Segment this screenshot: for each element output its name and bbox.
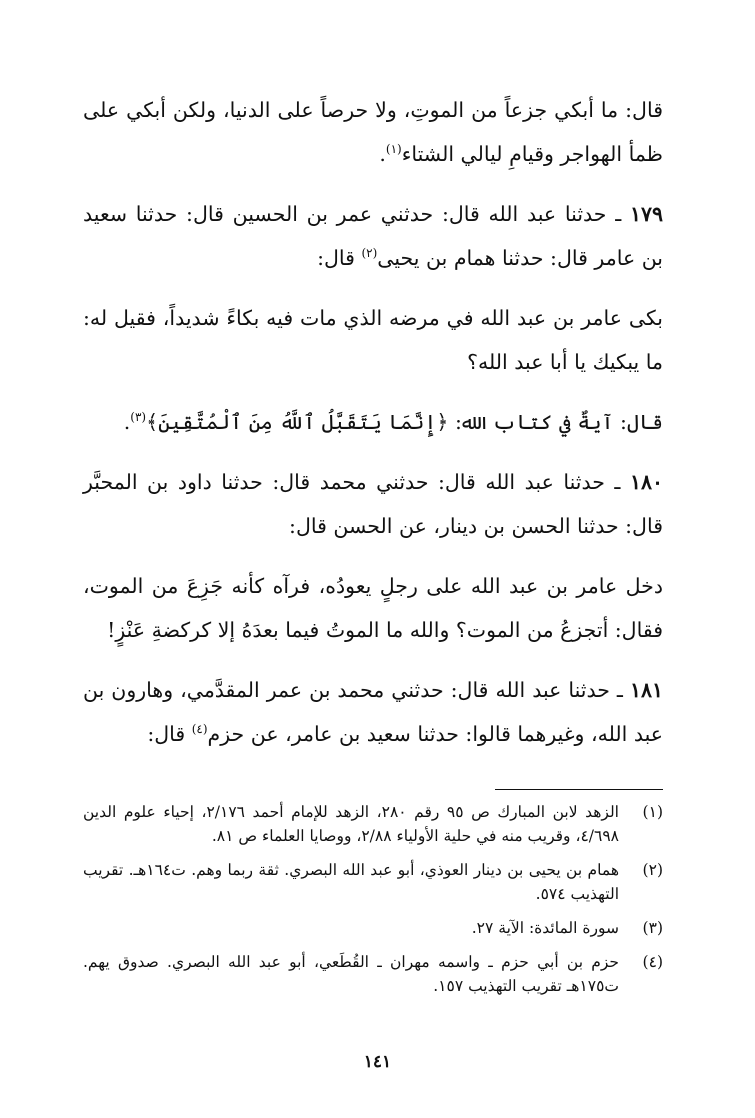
- footnote-text: سورة المائدة: الآية ٢٧.: [471, 919, 619, 937]
- footnotes: [83, 800, 663, 1008]
- footnote-ref: (٤): [191, 722, 208, 737]
- footnote-number: (٢): [642, 861, 663, 879]
- paragraph-1: [83, 88, 663, 176]
- footnote-text: الزهد لابن المبارك ص ٩٥ رقم ٢٨٠، الزهد للإمام أحمد ٢/١٧٦، إحياء علوم الدين ٤/٦٩٨، وقريب منه في حلية الأولياء ٢/٨٨، ووصايا العلماء ص ٨١.: [83, 803, 619, 845]
- paragraph-text: دخل عامر بن عبد الله على رجلٍ يعودُه، فرآه كأنه جَزِعَ من الموت، فقال: أتجزعُ من الموت؟ والله ما الموتُ فيما بعدَهُ إلا كركضةِ عَنْزٍ!: [83, 574, 663, 642]
- paragraph-6: [83, 564, 663, 652]
- paragraph-3: [83, 296, 663, 384]
- paragraph-5: [83, 460, 663, 548]
- paragraph-7: [83, 668, 663, 756]
- footnote-ref: (١): [385, 142, 402, 157]
- paragraph-text: ـ حدثنا عبد الله قال: حدثني عمر بن الحسين قال: حدثنا سعيد بن عامر قال: حدثنا همام بن يحيى: [83, 202, 663, 270]
- paragraph-tail: قال:: [317, 246, 362, 270]
- paragraph-2: [83, 192, 663, 280]
- footnote-number: (١): [642, 803, 663, 821]
- paragraph-tail: قال:: [147, 722, 192, 746]
- paragraph-text: قال: آيةٌ في كتاب الله:: [448, 410, 663, 434]
- footnote-number: (٤): [642, 953, 663, 971]
- paragraph-tail: .: [123, 410, 131, 434]
- footnote-ref: (٢): [361, 246, 378, 261]
- footnote-text: حزم بن أبي حزم ـ واسمه مهران ـ القُطَعي، أبو عبد الله البصري. صدوق يهم. ت١٧٥هـ تقريب التهذيب ١٥٧.: [83, 953, 619, 995]
- footnote-2: [83, 858, 663, 906]
- paragraph-text: بكى عامر بن عبد الله في مرضه الذي مات فيه بكاءً شديداً، فقيل له: ما يبكيك يا أبا عبد الله؟: [83, 306, 663, 374]
- footnote-number: (٣): [642, 919, 663, 937]
- paragraph-text: ـ حدثنا عبد الله قال: حدثني محمد بن عمر المقدَّمي، وهارون بن عبد الله، وغيرهما قالوا: حدثنا سعيد بن عامر، عن حزم: [83, 678, 663, 746]
- footnote-text: همام بن يحيى بن دينار العوذي، أبو عبد الله البصري. ثقة ربما وهم. ت١٦٤هـ. تقريب التهذيب ٥٧٤.: [83, 861, 619, 903]
- main-text: [83, 88, 663, 772]
- footnote-divider: [495, 789, 663, 790]
- narration-number: ١٧٩: [629, 202, 663, 226]
- page-number: ١٤١: [363, 1052, 392, 1072]
- paragraph-text: قال: ما أبكي جزعاً من الموتِ، ولا حرصاً على الدنيا، ولكن أبكي على ظمأ الهواجر وقيامِ ليالي الشتاء: [83, 98, 663, 166]
- paragraph-text: ـ حدثنا عبد الله قال: حدثني محمد قال: حدثنا داود بن المحبَّر قال: حدثنا الحسن بن دينار، عن الحسن قال:: [83, 470, 663, 538]
- footnote-3: [83, 916, 663, 940]
- narration-number: ١٨٠: [629, 470, 663, 494]
- narration-number: ١٨١: [629, 678, 663, 702]
- footnote-ref: (٣): [130, 410, 147, 425]
- paragraph-4: [83, 400, 663, 444]
- footnote-4: [83, 950, 663, 998]
- footnote-1: [83, 800, 663, 848]
- quran-verse: ﴿إِنَّمَا يَتَقَبَّلُ ٱللَّهُ مِنَ ٱلْمُتَّقِينَ﴾: [146, 410, 449, 434]
- paragraph-tail: .: [379, 142, 386, 166]
